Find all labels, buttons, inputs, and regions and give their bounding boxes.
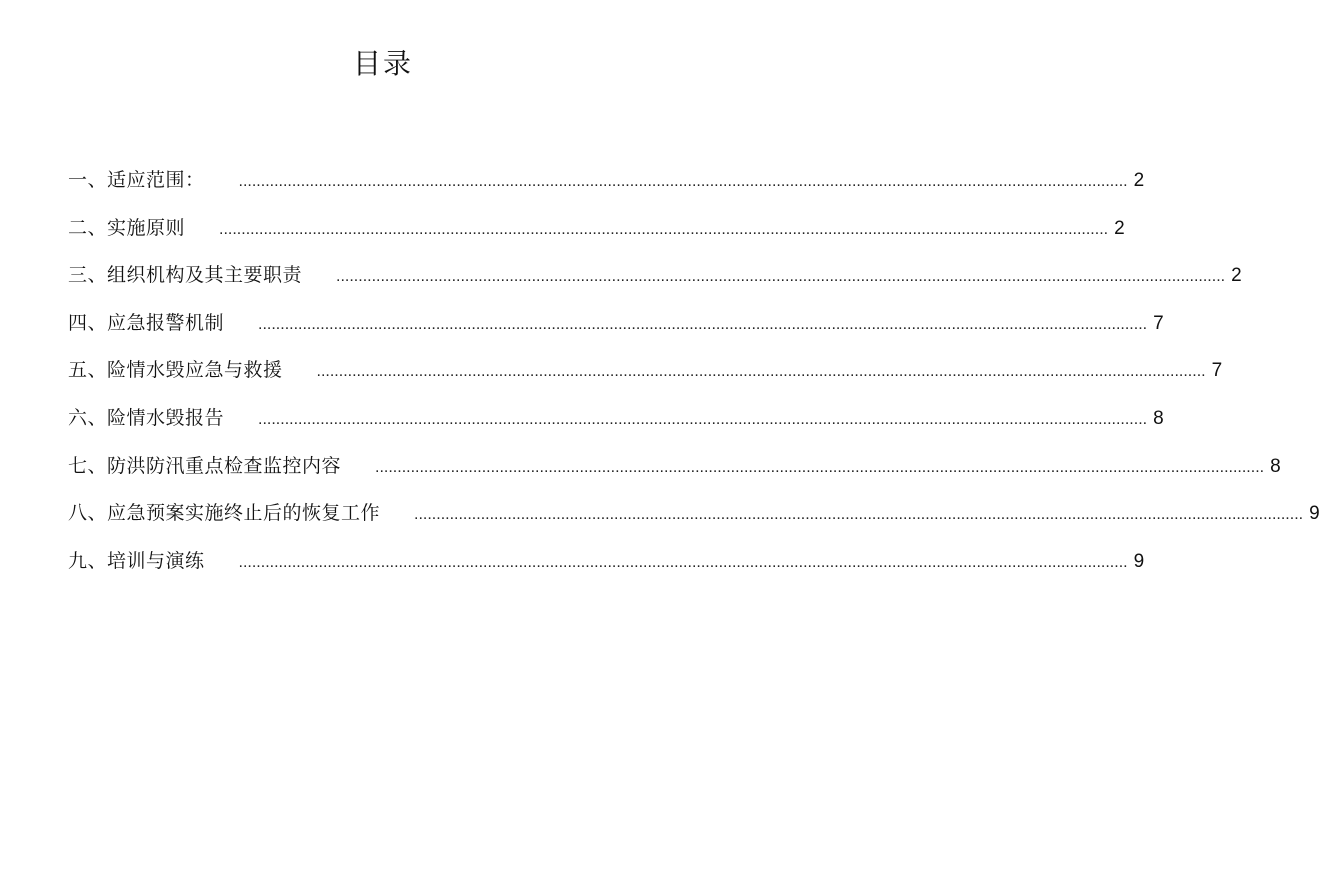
toc-entry-page-number: 2 [1231, 265, 1242, 287]
toc-entry-page-number: 7 [1153, 312, 1164, 334]
toc-dot-leader: ........................................................................................................................................................................................................ [316, 363, 1206, 381]
toc-entry-page-number: 9 [1309, 503, 1320, 525]
toc-entry-label: 七、防洪防汛重点检查监控内容 [68, 454, 342, 477]
toc-entry-page-number: 8 [1153, 407, 1164, 429]
toc-dot-leader: ........................................................................................................................................................................................................ [238, 553, 1128, 571]
toc-entry-page-number: 2 [1114, 217, 1125, 239]
toc-entry[interactable] [68, 545, 1145, 593]
toc-entry-page-number: 9 [1133, 550, 1145, 572]
toc-entry-label: 八、应急预案实施终止后的恢复工作 [68, 502, 381, 525]
toc-dot-leader: ........................................................................................................................................................................................................ [375, 458, 1265, 476]
toc-entry-page-number: 2 [1133, 170, 1145, 191]
toc-dot-leader: ........................................................................................................................................................................................................ [336, 268, 1226, 286]
toc-entry[interactable] [68, 402, 1164, 450]
toc-entry[interactable] [68, 307, 1164, 355]
toc-entry[interactable] [68, 164, 1145, 212]
toc-entry-label: 四、应急报警机制 [68, 311, 225, 334]
toc-dot-leader: ........................................................................................................................................................................................................ [414, 506, 1304, 524]
toc-entry-label: 六、险情水毁报告 [68, 406, 225, 429]
toc-entry-label: 二、实施原则 [68, 216, 186, 239]
toc-entry[interactable] [68, 354, 1223, 402]
toc-entry-label: 一、适应范围： [68, 169, 205, 191]
toc-entry-label: 九、培训与演练 [68, 549, 205, 572]
toc-entry-page-number: 7 [1211, 360, 1223, 382]
toc-dot-leader: ........................................................................................................................................................................................................ [258, 410, 1148, 428]
toc-entry-label: 五、险情水毁应急与救援 [68, 359, 283, 382]
toc-dot-leader: ........................................................................................................................................................................................................ [258, 315, 1148, 333]
toc-dot-leader: ........................................................................................................................................................................................................ [219, 220, 1109, 238]
toc-entry-label: 三、组织机构及其主要职责 [68, 264, 303, 287]
toc-entry[interactable] [68, 259, 1242, 307]
toc-entry-page-number: 8 [1270, 455, 1281, 477]
toc-entry[interactable] [68, 497, 1320, 545]
toc-entry[interactable] [68, 450, 1281, 498]
toc-entry[interactable] [68, 212, 1125, 260]
table-of-contents [68, 164, 1320, 592]
toc-dot-leader: ........................................................................................................................................................................................................ [238, 173, 1128, 190]
toc-title: 目录 [352, 47, 413, 80]
